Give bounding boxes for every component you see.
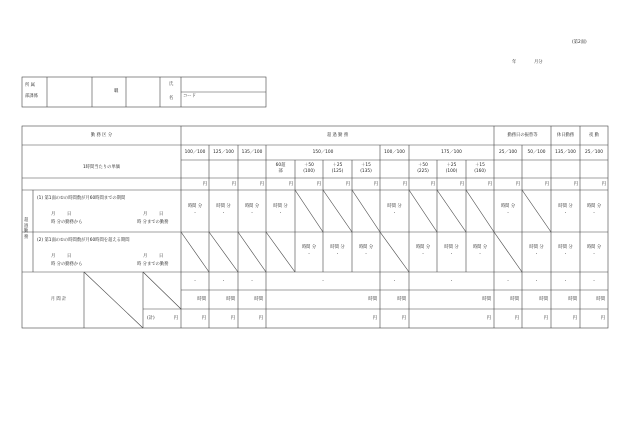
dot: ・ — [392, 211, 397, 216]
yen-cell: 円 — [202, 182, 207, 187]
yen-cell: 円 — [486, 316, 491, 321]
yen-cell: 円 — [430, 182, 435, 187]
yen-cell: 円 — [601, 182, 606, 187]
yen-cell: 円 — [316, 182, 321, 187]
yen-cell: 円 — [201, 316, 206, 321]
row1-to-day: 日 — [159, 212, 164, 217]
yen-cell: 円 — [230, 316, 235, 321]
time-cell: 時間 分 — [529, 245, 544, 250]
time-cell: 時間 分 — [472, 245, 488, 250]
dot: ・ — [192, 211, 198, 216]
yen-cell: 円 — [258, 316, 263, 321]
time-cell: 時間 分 — [216, 204, 231, 209]
hours-cell: 時間 — [226, 297, 235, 302]
rate-135b: 135／100 — [555, 150, 576, 155]
row1-month: 月 — [51, 212, 56, 217]
time-cell: 時間 分 — [387, 204, 402, 209]
dot: ・ — [449, 252, 454, 257]
hours-cell: 時間 — [197, 297, 206, 302]
dot: ・ — [534, 279, 539, 284]
time-cell: 時間 分 — [558, 204, 573, 209]
dot: ・ — [534, 252, 539, 257]
dot: ・ — [591, 279, 597, 284]
time-cell: 時間 分 — [444, 245, 459, 250]
sub-p15: ＋15 — [361, 163, 371, 168]
hours-cell: 時間 — [254, 297, 263, 302]
yen-cell: 円 — [372, 316, 377, 321]
dot: ・ — [249, 211, 255, 216]
dot: ・ — [563, 252, 568, 257]
hours-cell: 時間 — [568, 297, 577, 302]
dot: ・ — [563, 279, 568, 284]
row2-title: (2) 第1面の①の時間数が月60時間を超える期間 — [37, 238, 130, 243]
work-category-header: 勤 務 区 分 — [90, 133, 113, 138]
overtime-side-label: 超過勤務 — [24, 218, 29, 240]
department-label: 部課係 — [25, 94, 38, 99]
yen-cell: 円 — [401, 316, 406, 321]
yen-cell: 円 — [373, 182, 378, 187]
monthly-total-label: 月 間 計 — [50, 297, 67, 302]
dot: ・ — [249, 279, 255, 284]
sub-p50-paren: (100) — [303, 169, 315, 174]
yen-cell: 円 — [543, 316, 548, 321]
substitute-day-header: 勤務日の振替等 — [507, 133, 538, 138]
time-cell: 時間 分 — [273, 204, 288, 209]
sub-p50: ＋50 — [304, 163, 314, 168]
total-label: (計) — [147, 316, 155, 321]
dot: ・ — [221, 279, 226, 284]
dot: ・ — [335, 252, 340, 257]
rate-100b: 100／100 — [384, 150, 405, 155]
position-label: 職 — [114, 89, 119, 94]
time-cell: 時間 分 — [358, 245, 374, 250]
dot: ・ — [591, 252, 597, 257]
dot: ・ — [505, 279, 511, 284]
time-cell: 時間 分 — [330, 245, 345, 250]
sub-night-1: 60超 — [275, 163, 286, 168]
dot: ・ — [420, 252, 426, 257]
name-label-1: 氏 — [169, 82, 174, 87]
row1-day: 日 — [67, 212, 72, 217]
night-work-header: 夜 勤 — [589, 133, 599, 138]
dot: ・ — [363, 252, 369, 257]
rate-25b: 25／100 — [585, 150, 603, 155]
yen-cell: 円 — [600, 316, 605, 321]
dot: ・ — [278, 211, 283, 216]
dot: ・ — [591, 211, 597, 216]
yen-cell: 円 — [345, 182, 350, 187]
rate-175: 175／100 — [441, 150, 462, 155]
yen-cell: 円 — [487, 182, 492, 187]
dot: ・ — [320, 279, 326, 284]
rate-150: 150／100 — [312, 150, 334, 155]
dot: ・ — [505, 211, 511, 216]
sub-q25: ＋25 — [446, 163, 457, 168]
rate-25a: 25／100 — [499, 150, 517, 155]
sub-q15: ＋15 — [475, 163, 485, 168]
hours-cell: 時間 — [368, 297, 377, 302]
sub-night-2: 部 — [278, 169, 283, 174]
row1-from: 時 分の勤務から — [51, 220, 83, 225]
sub-p25: ＋25 — [332, 163, 343, 168]
dot: ・ — [449, 279, 454, 284]
dot: ・ — [306, 252, 312, 257]
hours-cell: 時間 — [510, 297, 519, 302]
rate-125: 125／100 — [213, 150, 234, 155]
yen-cell: 円 — [515, 182, 520, 187]
yen-cell: 円 — [544, 182, 549, 187]
affiliation-label: 所 属 — [25, 83, 35, 88]
dot: ・ — [192, 279, 198, 284]
sub-p25-paren: (125) — [331, 169, 344, 174]
yen-cell: 円 — [572, 316, 577, 321]
hours-cell: 時間 — [482, 297, 491, 302]
time-cell: 時間 分 — [301, 245, 317, 250]
dot: ・ — [392, 279, 397, 284]
holiday-work-header: 休日勤務 — [556, 133, 575, 138]
time-cell: 時間 分 — [187, 204, 203, 209]
rate-135: 135／100 — [241, 150, 263, 155]
row2-to-month: 月 — [143, 254, 148, 259]
dot: ・ — [477, 252, 483, 257]
yen-cell: 円 — [231, 182, 236, 187]
row1-until: 時 分までの勤務 — [137, 220, 169, 225]
overtime-header: 超 過 勤 務 — [326, 133, 349, 138]
row1-to-month: 月 — [143, 212, 148, 217]
yen-cell: 円 — [288, 182, 293, 187]
rate-50: 50／100 — [527, 150, 546, 155]
sub-q50: ＋50 — [418, 163, 428, 168]
hourly-rate-label: 1時間当たりの単価 — [82, 165, 121, 170]
dot: ・ — [563, 211, 568, 216]
sub-q50-paren: (225) — [417, 169, 429, 174]
year-label: 年 — [512, 60, 517, 65]
row2-to-day: 日 — [159, 254, 164, 259]
time-cell: 時間 分 — [558, 245, 573, 250]
sub-p15-paren: (135) — [360, 169, 372, 174]
form-number: (第2面) — [572, 40, 587, 45]
hours-cell: 時間 — [596, 297, 605, 302]
total-yen: 円 — [173, 316, 178, 321]
time-cell: 時間 分 — [500, 204, 516, 209]
sub-q15-paren: (160) — [474, 169, 486, 174]
code-label: コード — [183, 94, 196, 99]
hours-cell: 時間 — [539, 297, 548, 302]
month-label: 月分 — [534, 60, 543, 65]
time-cell: 時間 分 — [415, 245, 431, 250]
time-cell: 時間 分 — [586, 245, 602, 250]
name-label-2: 名 — [169, 96, 174, 101]
yen-cell: 円 — [514, 316, 519, 321]
sub-q25-paren: (100) — [445, 169, 458, 174]
dot: ・ — [221, 211, 226, 216]
row2-until: 時 分までの勤務 — [137, 262, 169, 267]
row2-month: 月 — [51, 254, 56, 259]
time-cell: 時間 分 — [244, 204, 260, 209]
yen-cell: 円 — [259, 182, 264, 187]
yen-cell: 円 — [459, 182, 464, 187]
row2-day: 日 — [67, 254, 72, 259]
yen-cell: 円 — [573, 182, 578, 187]
row2-from: 時 分の勤務から — [51, 262, 83, 267]
yen-cell: 円 — [402, 182, 407, 187]
row1-title: (1) 第1面の①の時間数が月60時間までの期間 — [37, 196, 126, 201]
hours-cell: 時間 — [397, 297, 406, 302]
time-cell: 時間 分 — [586, 204, 602, 209]
rate-100: 100／100 — [184, 150, 206, 155]
